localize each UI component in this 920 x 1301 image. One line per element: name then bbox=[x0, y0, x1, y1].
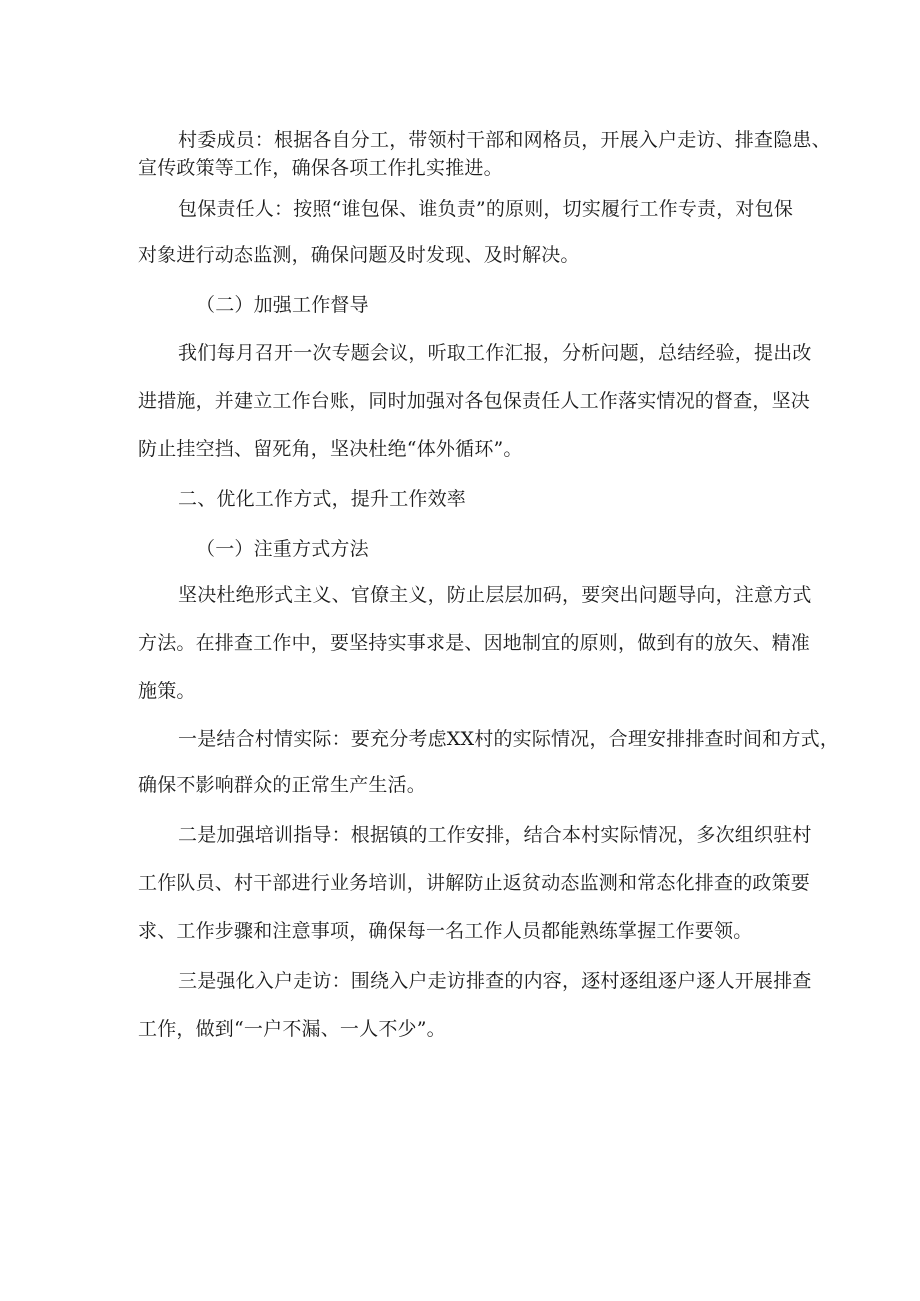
paragraph-line: 工作队员、村干部进行业务培训，讲解防止返贫动态监测和常态化排查的政策要 bbox=[138, 872, 811, 894]
paragraph-line: 对象进行动态监测，确保问题及时发现、及时解决。 bbox=[138, 244, 580, 266]
paragraph-line: 宣传政策等工作，确保各项工作扎实推进。 bbox=[138, 157, 503, 179]
paragraph-line: 我们每月召开一次专题会议，听取工作汇报，分析问题，总结经验，提出改 bbox=[178, 342, 812, 364]
paragraph-line: 包保责任人：按照“谁包保、谁负责”的原则，切实履行工作专责，对包保 bbox=[178, 198, 794, 220]
paragraph-line: 工作，做到“一户不漏、一人不少”。 bbox=[138, 1018, 446, 1040]
paragraph-line: 求、工作步骤和注意事项，确保每一名工作人员都能熟练掌握工作要领。 bbox=[138, 920, 753, 942]
paragraph-line: 防止挂空挡、留死角，坚决杜绝“体外循环”。 bbox=[138, 438, 523, 460]
paragraph-line: 村委成员：根据各自分工，带领村干部和网格员，开展入户走访、排查隐患、 bbox=[178, 129, 831, 151]
section-heading: （一）注重方式方法 bbox=[196, 538, 369, 560]
paragraph-line: 三是强化入户走访：围绕入户走访排查的内容，逐村逐组逐户逐人开展排查 bbox=[178, 970, 812, 992]
paragraph-line: 坚决杜绝形式主义、官僚主义，防止层层加码，要突出问题导向，注意方式 bbox=[178, 584, 812, 606]
section-heading: 二、优化工作方式，提升工作效率 bbox=[178, 488, 467, 510]
paragraph-line: 方法。在排查工作中，要坚持实事求是、因地制宜的原则，做到有的放矢、精准 bbox=[138, 632, 811, 654]
paragraph-line: 确保不影响群众的正常生产生活。 bbox=[138, 774, 427, 796]
paragraph-line: 一是结合村情实际：要充分考虑XX村的实际情况，合理安排排查时间和方式， bbox=[178, 728, 840, 750]
paragraph-line: 进措施，并建立工作台账，同时加强对各包保责任人工作落实情况的督查，坚决 bbox=[138, 390, 811, 412]
section-heading: （二）加强工作督导 bbox=[196, 294, 369, 316]
paragraph-line: 二是加强培训指导：根据镇的工作安排，结合本村实际情况，多次组织驻村 bbox=[178, 824, 812, 846]
paragraph-line: 施策。 bbox=[138, 680, 196, 702]
